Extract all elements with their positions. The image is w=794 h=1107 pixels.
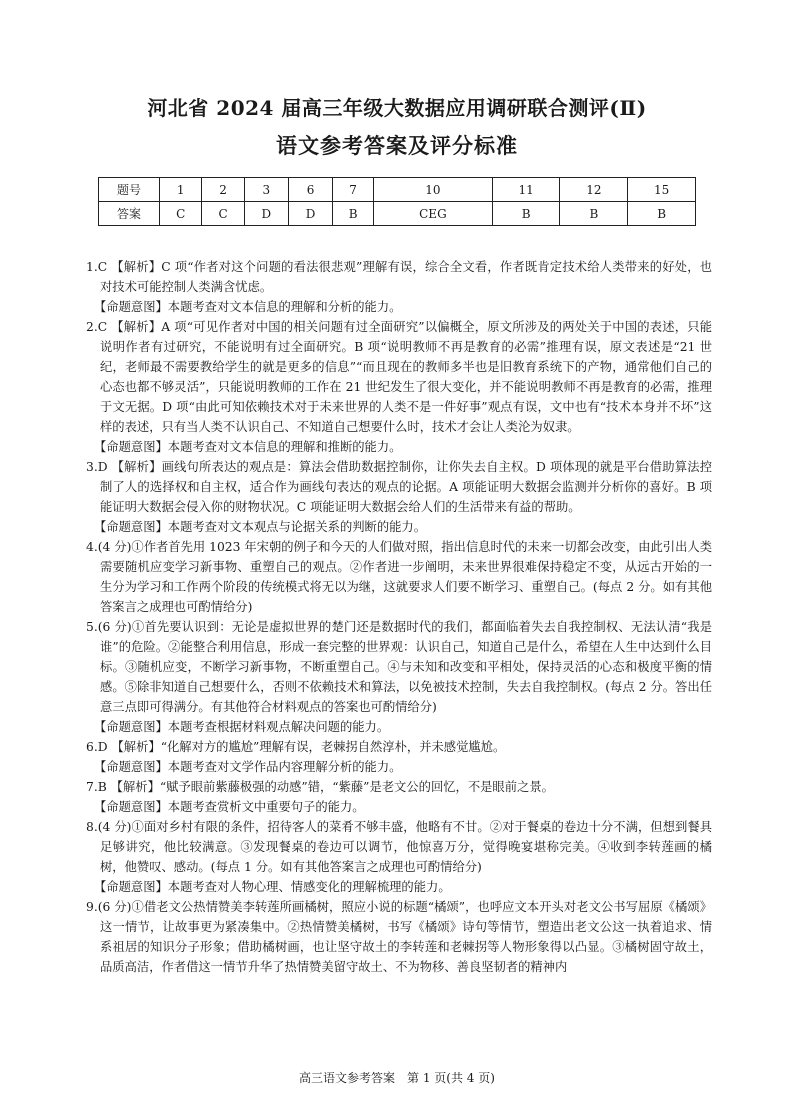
answer-explanations [86,257,712,977]
question-number-cell: 7 [333,178,374,202]
question-number-cell: 1 [160,178,202,202]
answer-header: 答案 [99,202,160,226]
question-number-cell: 15 [628,178,696,202]
document-subtitle: 语文参考答案及评分标准 [276,133,518,158]
answer-explanation-q5: 5.(6 分)①首先要认识到：无论是虚拟世界的楚门还是数据时代的我们，都面临着失去自我控制权、无法认清“我是谁”的危险。②能整合利用信息，形成一套完整的世界观：认识自己，知道自己是什么，希望在人生中达到什么目标。③随机应变，不断学习新事物，不断重塑自己。④与未知和改变和平相处，保持灵活的心态和极度平衡的情感。⑤除非知道自己想要什么，否则不依赖技术和算法，以免被技术控制，失去自我控制权。(每点 2 分。答出任意三点即可得满分。有其他符合材料观点的答案也可酌情给分) [86,620,712,714]
answer-explanation-q6: 6.D 【解析】“化解对方的尴尬”理解有误，老棘拐自然淳朴，并未感觉尴尬。 [86,740,506,754]
answer-explanation-q1: 1.C 【解析】C 项“作者对这个问题的看法很悲观”理解有误，综合全文看，作者既肯定技术给人类带来的好处，也对技术可能控制人类满含忧虑。 [86,260,712,294]
intent-note-q3: 【命题意图】本题考查对文本观点与论据关系的判断的能力。 [94,520,427,534]
intent-note-q8: 【命题意图】本题考查对人物心理、情感变化的理解梳理的能力。 [94,880,451,894]
answer-cell: C [202,202,244,226]
answer-cell: CEG [374,202,493,226]
answer-cell: D [288,202,332,226]
question-number-row [99,178,696,202]
intent-note-q7: 【命题意图】本题考查赏析文中重要句子的能力。 [94,800,365,814]
answer-explanation-q8: 8.(4 分)①面对乡村有限的条件，招待客人的菜肴不够丰盛，他略有不甘。②对于餐桌的卷边十分不满，但想到餐具足够讲究，他比较满意。③发现餐桌的卷边可以调节，他惊喜万分，觉得晚宴堪称完美。④收到李转莲画的橘树，他赞叹、感动。(每点 1 分。如有其他答案言之成理也可酌情给分) [86,820,712,874]
document-title: 河北省 2024 届高三年级大数据应用调研联合测评(Ⅱ) [147,96,647,120]
answer-cell: C [160,202,202,226]
question-number-cell: 10 [374,178,493,202]
answer-cell: B [628,202,696,226]
answer-explanation-q4: 4.(4 分)①作者首先用 1023 年宋朝的例子和今天的人们做对照，指出信息时代的未来一切都会改变，由此引出人类需要随机应变学习新事物、重塑自己的观点。②作者进一步阐明，未来世界很难保持稳定不变，从远古开始的一生分为学习和工作两个阶段的传统模式将无以为继，这就要求人们要不断学习、重塑自己。(每点 2 分。如有其他答案言之成理也可酌情给分) [86,540,712,614]
question-number-cell: 12 [560,178,628,202]
answer-cell: B [333,202,374,226]
question-number-cell: 3 [244,178,288,202]
answer-row [99,202,696,226]
question-number-cell: 11 [492,178,560,202]
answer-explanation-q3: 3.D 【解析】画线句所表达的观点是：算法会借助数据控制你，让你失去自主权。D 项体现的就是平台借助算法控制了人的选择权和自主权，适合作为画线句表达的观点的论据。A 项能证明大数据会监测并分析你的喜好。B 项能证明大数据会侵入你的财物状况。C 项能证明大数据会给人们的生活带来有益的帮助。 [86,460,712,514]
question-number-header: 题号 [99,178,160,202]
intent-note-q1: 【命题意图】本题考查对文本信息的理解和分析的能力。 [94,300,402,314]
intent-note-q2: 【命题意图】本题考查对文本信息的理解和推断的能力。 [94,440,402,454]
answer-explanation-q9: 9.(6 分)①借老文公热情赞美李转莲所画橘树，照应小说的标题“橘颂”，也呼应文本开头对老文公书写屈原《橘颂》这一情节，让故事更为紧凑集中。②热情赞美橘树，书写《橘颂》诗句等情节，塑造出老文公这一执着追求、情系祖居的知识分子形象；借助橘树画，也让坚守故土的李转莲和老棘拐等人物形象得以凸显。③橘树固守故土，品质高洁，作者借这一情节升华了热情赞美留守故土、不为物移、善良坚韧者的精神内 [86,900,712,974]
question-number-cell: 2 [202,178,244,202]
answer-explanation-q2: 2.C 【解析】A 项“可见作者对中国的相关问题有过全面研究”以偏概全，原文所涉及的两处关于中国的表述，只能说明作者有过研究，不能说明有过全面研究。B 项“说明教师不再是教育的必需”推理有误，原文表述是“21 世纪，老师最不需要教给学生的就是更多的信息”“而且现在的教师多半也是旧教育系统下的产物，通常他们自己的心态也都不够灵活”，只能说明教师的工作在 21 世纪发生了很大变化，并不能说明教师不再是教育的必需，推理于文无据。D 项“由此可知依赖技术对于未来世界的人类不是一件好事”观点有误，文中也有“技术本身并不坏”这样的表述，只有当人类不认识自己、不知道自己想要什么时，技术才会让人类沦为奴隶。 [86,320,712,434]
answer-table [98,177,696,226]
answer-cell: D [244,202,288,226]
intent-note-q5: 【命题意图】本题考查根据材料观点解决问题的能力。 [94,720,390,734]
intent-note-q6: 【命题意图】本题考查对文学作品内容理解分析的能力。 [94,760,402,774]
answer-explanation-q7: 7.B 【解析】“赋予眼前紫藤极强的动感”错，“紫藤”是老文公的回忆，不是眼前之景。 [86,780,554,794]
answer-cell: B [560,202,628,226]
answer-cell: B [492,202,560,226]
page-footer: 高三语文参考答案 第 1 页(共 4 页) [299,1071,495,1085]
question-number-cell: 6 [288,178,332,202]
